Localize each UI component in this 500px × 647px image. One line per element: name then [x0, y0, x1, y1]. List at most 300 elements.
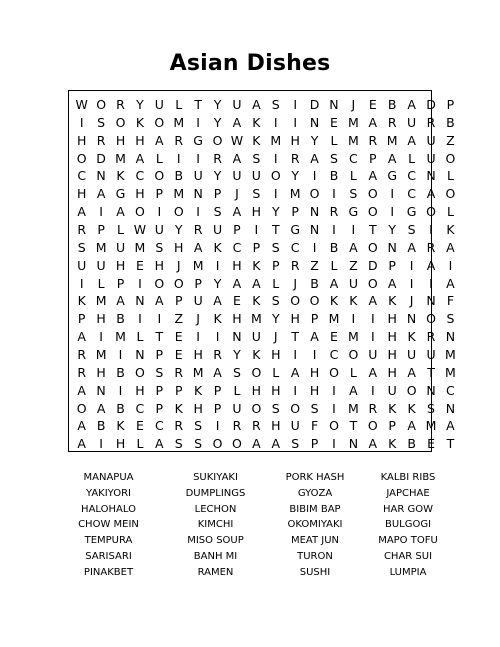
- grid-letter[interactable]: U: [426, 132, 436, 148]
- grid-letter[interactable]: M: [95, 347, 107, 363]
- grid-letter[interactable]: K: [194, 382, 203, 398]
- grid-letter[interactable]: P: [194, 275, 202, 291]
- grid-letter[interactable]: N: [348, 436, 359, 452]
- grid-letter[interactable]: A: [213, 364, 222, 380]
- grid-letter[interactable]: A: [77, 329, 86, 345]
- grid-letter[interactable]: L: [175, 97, 183, 112]
- grid-letter[interactable]: A: [213, 293, 222, 309]
- grid-letter[interactable]: T: [155, 329, 164, 345]
- grid-letter[interactable]: A: [232, 114, 242, 130]
- grid-letter[interactable]: I: [254, 222, 259, 238]
- grid-letter[interactable]: H: [309, 382, 320, 398]
- grid-letter[interactable]: C: [446, 382, 455, 398]
- grid-letter[interactable]: S: [174, 436, 183, 452]
- grid-letter[interactable]: H: [115, 132, 126, 148]
- grid-letter[interactable]: K: [388, 400, 397, 416]
- grid-letter[interactable]: R: [252, 418, 261, 434]
- grid-letter[interactable]: E: [135, 418, 144, 434]
- grid-letter[interactable]: O: [251, 400, 262, 416]
- grid-letter[interactable]: A: [446, 239, 455, 255]
- grid-letter[interactable]: A: [426, 257, 436, 273]
- grid-letter[interactable]: P: [213, 186, 222, 202]
- grid-letter[interactable]: H: [309, 364, 320, 380]
- grid-letter[interactable]: N: [309, 204, 320, 220]
- grid-letter[interactable]: I: [215, 257, 220, 273]
- grid-letter[interactable]: E: [135, 257, 144, 273]
- grid-letter[interactable]: K: [329, 293, 339, 309]
- grid-letter[interactable]: J: [196, 311, 200, 327]
- grid-letter[interactable]: K: [252, 293, 261, 309]
- grid-letter[interactable]: N: [309, 114, 320, 130]
- grid-letter[interactable]: I: [273, 186, 278, 202]
- grid-letter[interactable]: A: [310, 150, 319, 166]
- grid-letter[interactable]: A: [446, 418, 455, 434]
- grid-letter[interactable]: O: [154, 114, 165, 130]
- grid-letter[interactable]: P: [97, 222, 105, 238]
- grid-letter[interactable]: Y: [136, 97, 144, 112]
- grid-letter[interactable]: A: [329, 275, 339, 291]
- grid-letter[interactable]: L: [408, 150, 416, 166]
- grid-letter[interactable]: A: [271, 436, 281, 452]
- grid-letter[interactable]: I: [448, 257, 453, 273]
- grid-letter[interactable]: P: [388, 418, 396, 434]
- grid-letter[interactable]: U: [426, 347, 436, 363]
- grid-letter[interactable]: L: [136, 436, 144, 452]
- grid-letter[interactable]: N: [232, 329, 242, 345]
- grid-letter[interactable]: B: [329, 168, 339, 184]
- grid-letter[interactable]: H: [290, 132, 300, 148]
- grid-letter[interactable]: C: [407, 186, 416, 202]
- grid-letter[interactable]: P: [310, 436, 319, 452]
- grid-letter[interactable]: A: [407, 364, 416, 380]
- grid-letter[interactable]: J: [176, 257, 181, 273]
- grid-letter[interactable]: I: [370, 311, 375, 327]
- grid-letter[interactable]: K: [407, 400, 416, 416]
- grid-letter[interactable]: A: [407, 97, 416, 112]
- grid-letter[interactable]: S: [271, 97, 280, 112]
- grid-letter[interactable]: B: [407, 436, 416, 452]
- grid-letter[interactable]: I: [332, 436, 336, 452]
- grid-letter[interactable]: O: [309, 293, 320, 309]
- grid-letter[interactable]: N: [309, 222, 320, 238]
- grid-letter[interactable]: O: [115, 114, 126, 130]
- grid-letter[interactable]: D: [96, 150, 106, 166]
- grid-letter[interactable]: Y: [213, 114, 222, 130]
- grid-letter[interactable]: T: [368, 222, 377, 238]
- grid-letter[interactable]: O: [329, 364, 339, 380]
- grid-letter[interactable]: I: [196, 150, 200, 166]
- grid-letter[interactable]: C: [290, 239, 300, 255]
- grid-letter[interactable]: A: [77, 382, 86, 398]
- grid-letter[interactable]: G: [387, 168, 398, 184]
- grid-letter[interactable]: A: [155, 436, 164, 452]
- grid-letter[interactable]: H: [135, 132, 145, 148]
- grid-letter[interactable]: B: [446, 114, 455, 130]
- grid-letter[interactable]: I: [99, 204, 103, 220]
- grid-letter[interactable]: I: [332, 222, 336, 238]
- grid-letter[interactable]: I: [351, 311, 356, 327]
- grid-letter[interactable]: C: [232, 239, 242, 255]
- grid-letter[interactable]: A: [116, 204, 125, 220]
- grid-letter[interactable]: O: [426, 311, 436, 327]
- grid-letter[interactable]: J: [351, 97, 356, 112]
- grid-letter[interactable]: O: [348, 347, 359, 363]
- grid-letter[interactable]: O: [290, 293, 301, 309]
- grid-letter[interactable]: M: [347, 114, 359, 130]
- grid-letter[interactable]: Z: [310, 257, 319, 273]
- grid-letter[interactable]: O: [173, 275, 184, 291]
- grid-letter[interactable]: L: [117, 222, 124, 238]
- grid-letter[interactable]: L: [446, 168, 454, 184]
- grid-letter[interactable]: E: [174, 347, 183, 363]
- grid-letter[interactable]: B: [116, 311, 125, 327]
- grid-letter[interactable]: I: [99, 329, 103, 345]
- grid-letter[interactable]: O: [270, 168, 281, 184]
- grid-letter[interactable]: B: [310, 275, 319, 291]
- grid-letter[interactable]: C: [407, 168, 416, 184]
- grid-letter[interactable]: L: [97, 275, 105, 291]
- grid-letter[interactable]: U: [251, 168, 261, 184]
- grid-letter[interactable]: S: [155, 239, 164, 255]
- grid-letter[interactable]: P: [155, 382, 164, 398]
- grid-letter[interactable]: A: [77, 418, 86, 434]
- grid-letter[interactable]: A: [96, 186, 106, 202]
- grid-letter[interactable]: O: [367, 204, 378, 220]
- grid-letter[interactable]: A: [368, 364, 378, 380]
- grid-letter[interactable]: Y: [310, 132, 319, 148]
- grid-letter[interactable]: O: [96, 97, 107, 112]
- grid-letter[interactable]: M: [115, 329, 126, 345]
- grid-letter[interactable]: B: [387, 97, 397, 112]
- grid-letter[interactable]: M: [347, 132, 359, 148]
- grid-letter[interactable]: M: [173, 186, 185, 202]
- grid-letter[interactable]: Y: [271, 311, 280, 327]
- grid-letter[interactable]: H: [387, 347, 397, 363]
- grid-letter[interactable]: K: [213, 311, 222, 327]
- grid-letter[interactable]: U: [368, 347, 378, 363]
- grid-letter[interactable]: A: [368, 168, 378, 184]
- grid-letter[interactable]: W: [75, 97, 88, 112]
- grid-letter[interactable]: I: [429, 222, 433, 238]
- grid-letter[interactable]: M: [115, 150, 126, 166]
- grid-letter[interactable]: I: [312, 239, 317, 255]
- grid-letter[interactable]: Y: [213, 275, 222, 291]
- grid-letter[interactable]: H: [387, 364, 397, 380]
- grid-letter[interactable]: M: [445, 364, 456, 380]
- grid-letter[interactable]: L: [349, 168, 357, 184]
- grid-letter[interactable]: A: [116, 293, 125, 309]
- grid-letter[interactable]: U: [212, 222, 223, 238]
- grid-letter[interactable]: N: [96, 168, 106, 184]
- grid-letter[interactable]: U: [407, 347, 417, 363]
- grid-letter[interactable]: A: [407, 132, 416, 148]
- grid-letter[interactable]: B: [116, 364, 125, 380]
- grid-letter[interactable]: N: [406, 311, 417, 327]
- grid-letter[interactable]: I: [118, 382, 123, 398]
- grid-letter[interactable]: C: [154, 418, 164, 434]
- grid-letter[interactable]: N: [193, 186, 203, 202]
- grid-letter[interactable]: U: [426, 150, 436, 166]
- grid-letter[interactable]: D: [309, 97, 320, 112]
- grid-letter[interactable]: N: [426, 293, 436, 309]
- grid-letter[interactable]: M: [289, 186, 301, 202]
- grid-letter[interactable]: O: [135, 364, 145, 380]
- grid-letter[interactable]: H: [77, 132, 87, 148]
- grid-letter[interactable]: K: [77, 293, 86, 309]
- grid-letter[interactable]: A: [368, 293, 378, 309]
- grid-letter[interactable]: N: [445, 400, 456, 416]
- grid-letter[interactable]: A: [77, 436, 86, 452]
- grid-letter[interactable]: K: [252, 347, 261, 363]
- grid-letter[interactable]: H: [251, 204, 262, 220]
- grid-letter[interactable]: G: [406, 204, 417, 220]
- grid-letter[interactable]: N: [426, 382, 436, 398]
- grid-letter[interactable]: Y: [174, 222, 183, 238]
- grid-letter[interactable]: R: [213, 347, 222, 363]
- grid-letter[interactable]: H: [154, 257, 165, 273]
- grid-letter[interactable]: H: [135, 186, 145, 202]
- grid-letter[interactable]: I: [196, 204, 200, 220]
- grid-letter[interactable]: C: [135, 400, 145, 416]
- grid-letter[interactable]: R: [426, 329, 436, 345]
- grid-letter[interactable]: M: [425, 418, 437, 434]
- grid-letter[interactable]: L: [330, 132, 338, 148]
- grid-letter[interactable]: K: [174, 400, 183, 416]
- grid-letter[interactable]: D: [367, 257, 378, 273]
- grid-letter[interactable]: O: [367, 418, 378, 434]
- grid-letter[interactable]: K: [407, 329, 416, 345]
- grid-letter[interactable]: H: [193, 347, 203, 363]
- grid-letter[interactable]: S: [349, 186, 358, 202]
- grid-letter[interactable]: G: [115, 186, 126, 202]
- grid-letter[interactable]: I: [351, 222, 356, 238]
- grid-letter[interactable]: A: [232, 150, 242, 166]
- grid-letter[interactable]: U: [154, 97, 164, 112]
- grid-letter[interactable]: S: [97, 114, 106, 130]
- grid-letter[interactable]: K: [252, 132, 261, 148]
- grid-letter[interactable]: Y: [233, 347, 241, 363]
- grid-letter[interactable]: E: [427, 436, 435, 452]
- grid-letter[interactable]: A: [252, 97, 261, 112]
- grid-letter[interactable]: M: [328, 311, 340, 327]
- grid-letter[interactable]: I: [176, 150, 181, 166]
- grid-letter[interactable]: R: [174, 418, 184, 434]
- grid-letter[interactable]: K: [349, 293, 358, 309]
- grid-letter[interactable]: K: [446, 222, 455, 238]
- grid-letter[interactable]: A: [387, 150, 397, 166]
- grid-letter[interactable]: A: [232, 204, 242, 220]
- grid-letter[interactable]: O: [445, 150, 456, 166]
- grid-letter[interactable]: O: [329, 418, 339, 434]
- grid-letter[interactable]: P: [155, 186, 164, 202]
- grid-letter[interactable]: A: [77, 204, 86, 220]
- grid-letter[interactable]: H: [96, 311, 106, 327]
- grid-letter[interactable]: N: [426, 168, 436, 184]
- grid-letter[interactable]: P: [233, 222, 241, 238]
- grid-letter[interactable]: O: [212, 436, 223, 452]
- grid-letter[interactable]: B: [96, 418, 106, 434]
- grid-letter[interactable]: P: [369, 150, 377, 166]
- grid-letter[interactable]: K: [388, 293, 397, 309]
- grid-letter[interactable]: N: [135, 347, 145, 363]
- grid-letter[interactable]: E: [330, 329, 338, 345]
- grid-letter[interactable]: S: [291, 436, 300, 452]
- grid-letter[interactable]: E: [233, 293, 241, 309]
- grid-letter[interactable]: U: [290, 418, 300, 434]
- grid-letter[interactable]: G: [348, 204, 359, 220]
- grid-letter[interactable]: S: [427, 400, 435, 416]
- grid-letter[interactable]: E: [174, 329, 183, 345]
- grid-letter[interactable]: S: [310, 400, 319, 416]
- grid-letter[interactable]: O: [309, 186, 320, 202]
- grid-letter[interactable]: H: [174, 239, 184, 255]
- grid-letter[interactable]: K: [252, 114, 261, 130]
- grid-letter[interactable]: S: [77, 239, 86, 255]
- grid-letter[interactable]: I: [332, 382, 336, 398]
- grid-letter[interactable]: R: [77, 222, 87, 238]
- grid-letter[interactable]: P: [252, 239, 261, 255]
- grid-letter[interactable]: R: [329, 204, 339, 220]
- grid-letter[interactable]: A: [155, 132, 164, 148]
- grid-letter[interactable]: N: [135, 293, 145, 309]
- grid-letter[interactable]: R: [116, 97, 125, 112]
- grid-letter[interactable]: I: [312, 347, 317, 363]
- grid-letter[interactable]: H: [251, 382, 262, 398]
- grid-letter[interactable]: P: [174, 382, 183, 398]
- grid-letter[interactable]: A: [135, 150, 145, 166]
- grid-letter[interactable]: S: [194, 436, 203, 452]
- grid-letter[interactable]: O: [154, 275, 165, 291]
- grid-letter[interactable]: O: [426, 204, 436, 220]
- grid-letter[interactable]: R: [387, 114, 397, 130]
- grid-letter[interactable]: W: [230, 132, 244, 148]
- grid-letter[interactable]: R: [290, 257, 300, 273]
- grid-letter[interactable]: I: [293, 97, 298, 112]
- grid-letter[interactable]: K: [252, 257, 261, 273]
- grid-letter[interactable]: K: [213, 239, 222, 255]
- grid-letter[interactable]: S: [252, 186, 261, 202]
- grid-letter[interactable]: P: [446, 97, 455, 112]
- grid-letter[interactable]: O: [367, 186, 378, 202]
- grid-letter[interactable]: O: [290, 400, 301, 416]
- grid-letter[interactable]: I: [273, 150, 278, 166]
- grid-letter[interactable]: U: [115, 239, 126, 255]
- grid-letter[interactable]: H: [232, 311, 242, 327]
- grid-letter[interactable]: Y: [213, 168, 222, 184]
- grid-letter[interactable]: H: [232, 257, 242, 273]
- grid-letter[interactable]: O: [154, 168, 165, 184]
- grid-letter[interactable]: H: [193, 400, 203, 416]
- grid-letter[interactable]: A: [368, 436, 378, 452]
- grid-letter[interactable]: T: [427, 364, 435, 380]
- grid-letter[interactable]: E: [330, 114, 338, 130]
- grid-letter[interactable]: Y: [388, 222, 397, 238]
- grid-letter[interactable]: L: [272, 275, 280, 291]
- grid-letter[interactable]: A: [407, 418, 416, 434]
- grid-letter[interactable]: M: [445, 347, 456, 363]
- grid-letter[interactable]: H: [115, 257, 126, 273]
- grid-letter[interactable]: I: [293, 114, 298, 130]
- grid-letter[interactable]: Y: [271, 204, 280, 220]
- grid-letter[interactable]: I: [215, 329, 220, 345]
- grid-letter[interactable]: A: [252, 275, 261, 291]
- grid-letter[interactable]: M: [95, 293, 107, 309]
- grid-letter[interactable]: H: [387, 311, 397, 327]
- grid-letter[interactable]: U: [193, 168, 203, 184]
- grid-letter[interactable]: A: [290, 364, 300, 380]
- grid-letter[interactable]: H: [115, 436, 126, 452]
- grid-letter[interactable]: S: [213, 204, 222, 220]
- grid-letter[interactable]: H: [271, 382, 281, 398]
- grid-letter[interactable]: I: [429, 275, 433, 291]
- grid-letter[interactable]: O: [251, 364, 262, 380]
- grid-letter[interactable]: L: [446, 204, 454, 220]
- grid-letter[interactable]: A: [407, 239, 416, 255]
- grid-letter[interactable]: M: [192, 257, 204, 273]
- grid-letter[interactable]: A: [368, 114, 378, 130]
- grid-letter[interactable]: B: [116, 400, 125, 416]
- grid-letter[interactable]: U: [96, 257, 106, 273]
- grid-letter[interactable]: A: [310, 329, 319, 345]
- grid-letter[interactable]: U: [251, 329, 261, 345]
- grid-letter[interactable]: A: [387, 275, 397, 291]
- grid-letter[interactable]: A: [349, 382, 358, 398]
- grid-letter[interactable]: S: [194, 418, 203, 434]
- grid-letter[interactable]: R: [368, 400, 378, 416]
- grid-letter[interactable]: H: [387, 329, 397, 345]
- grid-letter[interactable]: P: [155, 347, 164, 363]
- grid-letter[interactable]: R: [193, 222, 203, 238]
- grid-letter[interactable]: L: [155, 150, 163, 166]
- grid-letter[interactable]: R: [290, 150, 300, 166]
- grid-letter[interactable]: A: [155, 293, 164, 309]
- grid-letter[interactable]: Z: [446, 132, 455, 148]
- grid-letter[interactable]: M: [386, 132, 398, 148]
- grid-letter[interactable]: N: [387, 239, 397, 255]
- grid-letter[interactable]: U: [77, 257, 87, 273]
- grid-letter[interactable]: D: [426, 97, 436, 112]
- grid-letter[interactable]: Y: [213, 97, 222, 112]
- grid-letter[interactable]: K: [116, 168, 125, 184]
- grid-letter[interactable]: T: [271, 222, 280, 238]
- grid-letter[interactable]: U: [154, 222, 164, 238]
- grid-letter[interactable]: H: [135, 382, 145, 398]
- grid-letter[interactable]: I: [157, 204, 162, 220]
- grid-letter[interactable]: I: [118, 347, 123, 363]
- grid-letter[interactable]: P: [116, 275, 125, 291]
- grid-letter[interactable]: I: [409, 275, 414, 291]
- grid-letter[interactable]: P: [388, 257, 396, 273]
- grid-letter[interactable]: O: [135, 204, 145, 220]
- grid-letter[interactable]: I: [409, 257, 414, 273]
- grid-letter[interactable]: H: [290, 311, 300, 327]
- grid-letter[interactable]: Y: [291, 168, 299, 184]
- grid-letter[interactable]: Z: [174, 311, 184, 327]
- grid-letter[interactable]: U: [232, 400, 242, 416]
- grid-letter[interactable]: M: [192, 364, 204, 380]
- grid-letter[interactable]: R: [77, 364, 87, 380]
- grid-letter[interactable]: I: [79, 114, 84, 130]
- grid-letter[interactable]: M: [134, 239, 146, 255]
- grid-letter[interactable]: T: [291, 329, 299, 345]
- grid-letter[interactable]: L: [349, 364, 357, 380]
- grid-letter[interactable]: L: [136, 329, 144, 345]
- grid-letter[interactable]: S: [252, 150, 261, 166]
- grid-letter[interactable]: N: [329, 97, 339, 112]
- grid-letter[interactable]: U: [232, 97, 242, 112]
- grid-letter[interactable]: H: [271, 347, 281, 363]
- grid-letter[interactable]: H: [96, 364, 106, 380]
